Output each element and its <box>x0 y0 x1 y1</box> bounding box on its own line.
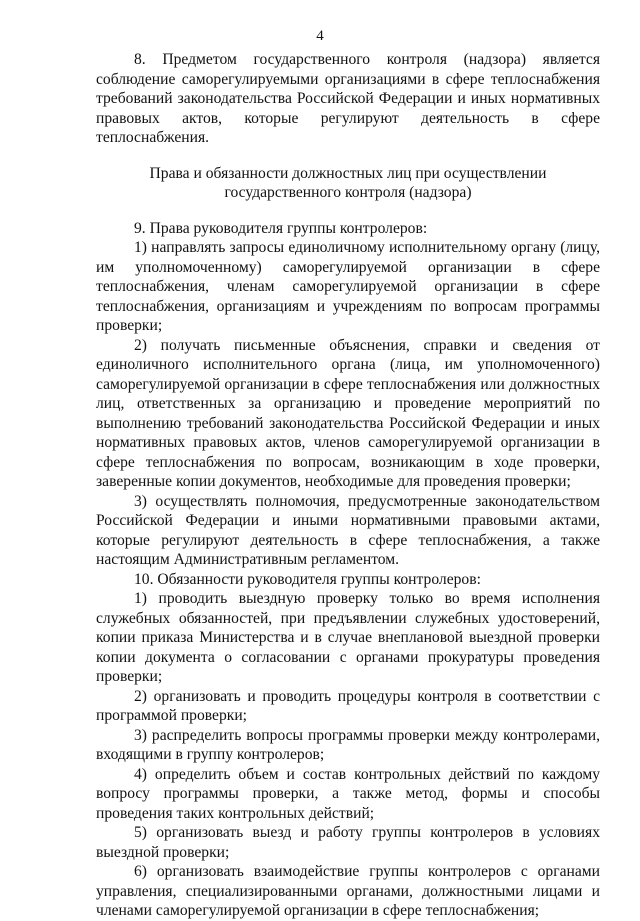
paragraph-10-item-3: 3) распределить вопросы программы проверки между контролерами, входящими в группу контролеров; <box>96 726 600 763</box>
section-heading <box>96 164 600 203</box>
paragraph-10-item-5: 5) организовать выезд и работу группы контролеров в условиях выездной проверки; <box>96 824 600 861</box>
paragraph-9-item-2: 2) получать письменные объяснения, справки и сведения от единоличного исполнительного органа (лица, им уполномоченного) саморегулируемой организации в сфере теплоснабжения или должностных лиц, ответственных за организацию и проведение мероприятий по выполнению требований законодательства Российской Федерации и иных нормативных правовых актов, членов саморегулируемой организации в сфере теплоснабжения по вопросам, возникающим в ходе проверки, заверенные копии документов, необходимые для проведения проверки; <box>96 336 600 490</box>
paragraph-10-title: 10. Обязанности руководителя группы контролеров: <box>134 570 481 588</box>
paragraph-10-item-1: 1) проводить выездную проверку только во время исполнения служебных обязанностей, при предъявлении служебных удостоверений, копии приказа Министерства и в случае внеплановой выездной проверки копии документа о согласовании с органами прокуратуры проведения проверки; <box>96 590 600 685</box>
paragraph-10-item-6: 6) организовать взаимодействие группы контролеров с органами управления, специализированными органами, должностными лицами и членами саморегулируемой организации в сфере теплоснабжения; <box>96 863 600 919</box>
paragraph-9-item-1: 1) направлять запросы единоличному исполнительному органу (лицу, им уполномоченному) саморегулируемой организации в сфере теплоснабжения, членам саморегулируемой организации в сфере теплоснабжения, организациям и учреждениям по вопросам программы проверки; <box>96 239 600 334</box>
paragraph-10-item-4: 4) определить объем и состав контрольных действий по каждому вопросу программы проверки, а также метод, формы и способы проведения таких контрольных действий; <box>96 765 600 822</box>
document-body <box>96 50 600 921</box>
paragraph-10-item-2: 2) организовать и проводить процедуры контроля в соответствии с программой проверки; <box>96 687 600 724</box>
paragraph-9-item-3: 3) осуществлять полномочия, предусмотренные законодательством Российской Федерации и иными нормативными правовыми актами, которые регулируют деятельность в сфере теплоснабжения, а также настоящим Административным регламентом. <box>96 492 600 568</box>
section-heading-line2: государственного контроля (надзора) <box>224 184 472 201</box>
section-heading-line1: Права и обязанности должностных лиц при осуществлении <box>149 164 547 182</box>
page-number: 4 <box>316 28 324 44</box>
paragraph-8: 8. Предметом государственного контроля (надзора) является соблюдение саморегулируемыми организациями в сфере теплоснабжения требований законодательства Российской Федерации и иных нормативных правовых актов, которые регулируют деятельность в сфере теплоснабжения. <box>96 51 600 146</box>
paragraph-9-title: 9. Права руководителя группы контролеров: <box>134 219 428 237</box>
